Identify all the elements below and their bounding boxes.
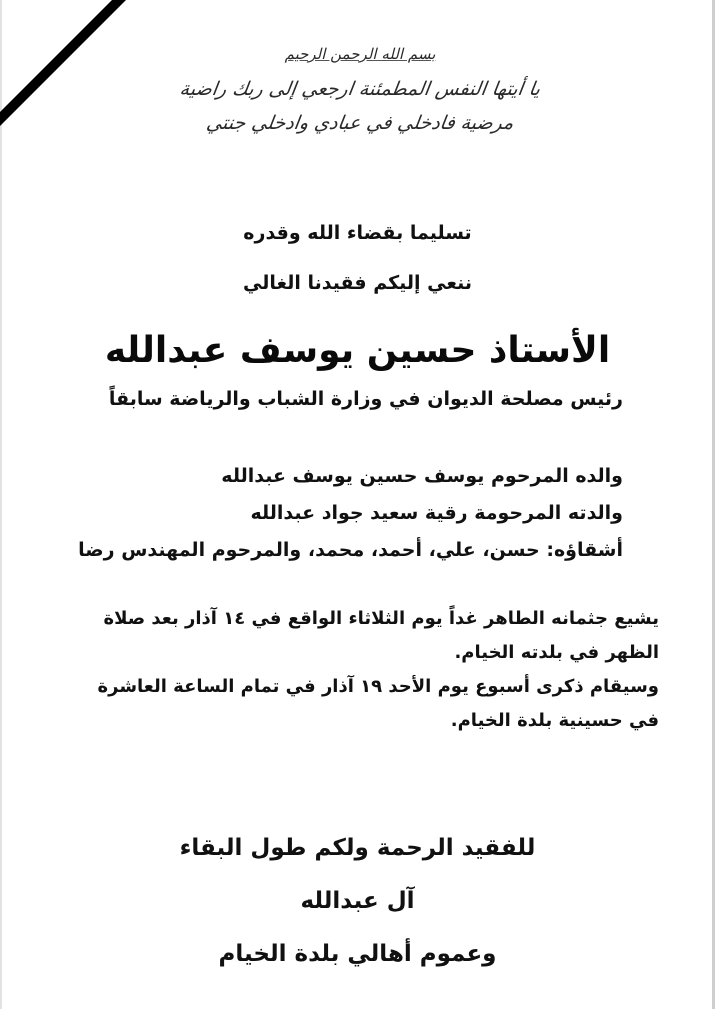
intro-line-2: ننعي إليكم فقيدنا الغالي [242,272,472,294]
funeral-line-1: يشيع جثمانه الطاهر غداً يوم الثلاثاء الواقع في ١٤ آذار بعد صلاة [103,608,659,629]
deceased-title: رئيس مصلحة الديوان في وزارة الشباب والرياضة سابقاً [108,388,623,410]
closing-line-3: وعموم أهالي بلدة الخيام [218,941,497,967]
closing-message [0,822,715,981]
siblings-line: أشقاؤه: حسن، علي، أحمد، محمد، والمرحوم المهندس رضا [78,539,623,561]
deceased-name: الأستاذ حسين يوسف عبدالله [104,330,611,371]
basmala: بسم الله الرحمن الرحيم [284,45,436,63]
closing-line-2: آل عبدالله [300,888,415,914]
quran-verse [150,36,570,140]
closing-line-1: للفقيد الرحمة ولكم طول البقاء [179,835,536,861]
intro-line-1: تسليما بقضاء الله وقدره [243,222,472,244]
family-list [23,458,623,569]
funeral-line-4: في حسينية بلدة الخيام. [450,710,659,731]
father-line: والده المرحوم يوسف حسين يوسف عبدالله [221,465,623,487]
funeral-details [39,602,659,738]
mourning-ribbon-icon [0,0,130,130]
funeral-line-2: الظهر في بلدته الخيام. [454,642,659,663]
mother-line: والدته المرحومة رقية سعيد جواد عبدالله [250,502,623,524]
verse-line-2: مرضية فادخلي في عبادي وادخلي جنتي [204,112,516,134]
funeral-line-3: وسيقام ذكرى أسبوع يوم الأحد ١٩ آذار في تمام الساعة العاشرة [97,676,659,697]
verse-line-1: يا أيتها النفس المطمئنة ارجعي إلى ربك راضية [178,78,542,100]
